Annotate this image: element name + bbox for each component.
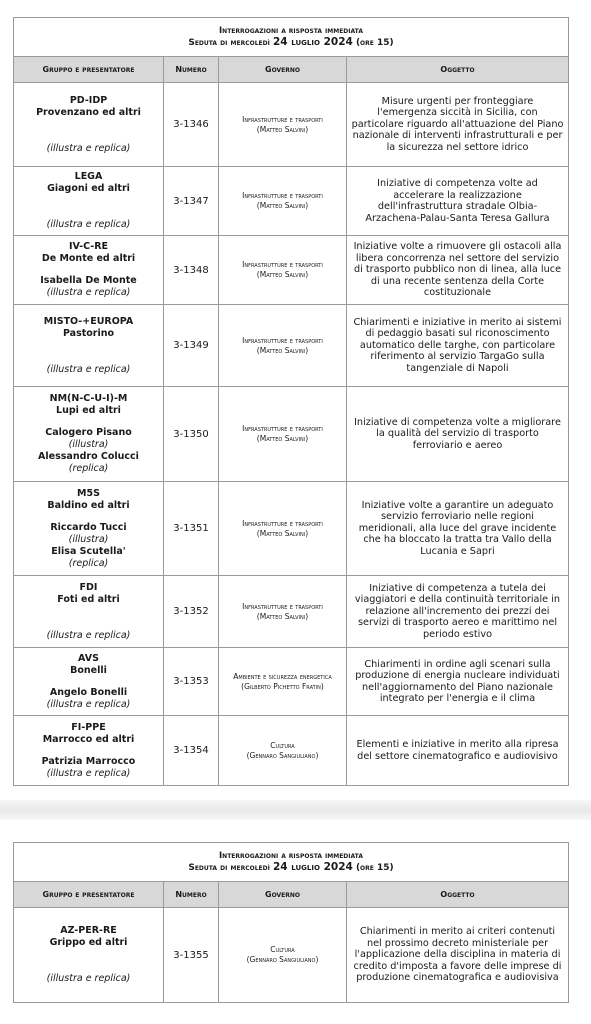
speaker-name: Elisa Scutella' <box>51 545 126 557</box>
presenter-name: Bonelli <box>70 664 107 676</box>
role-note: (illustra e replica) <box>46 629 131 641</box>
spacer <box>17 746 160 756</box>
table-row <box>14 576 569 648</box>
minister-name: (Gennaro Sangiuliano) <box>246 955 319 964</box>
ministry-name: Cultura <box>270 945 295 954</box>
role-note: (illustra e replica) <box>46 219 131 230</box>
presenter-name: Marrocco ed altri <box>42 733 135 745</box>
minister-name: (Matteo Salvini) <box>256 345 309 355</box>
group-presenter-cell <box>14 305 164 387</box>
group-presenter-cell <box>14 576 164 648</box>
group-name: IV-C-RE <box>68 241 109 252</box>
title-line-2: Seduta di mercoledì 24 luglio 2024 (ore 15) <box>188 860 394 873</box>
table-row <box>14 305 569 387</box>
page-separator <box>0 800 591 820</box>
column-header-subject: Oggetto <box>347 882 569 908</box>
presenter-name: Baldino ed altri <box>47 499 130 511</box>
question-number: 3-1347 <box>164 167 219 236</box>
role-note: (illustra e replica) <box>46 698 131 710</box>
role-note: (illustra e replica) <box>46 973 131 984</box>
ministry-name: Infrastrutture e trasporti <box>242 601 323 611</box>
spacer <box>17 265 160 275</box>
presenter-name: De Monte ed altri <box>41 253 136 264</box>
subject-text: Iniziative volte a garantire un adeguato servizio ferroviario nelle regioni meridionali, alla luce del grave incidente che ha bloccato la tratta tra Vallo della Lucania e Sapri <box>347 482 569 576</box>
speaker-role: (illustra) <box>68 533 109 545</box>
group-presenter-cell <box>14 716 164 786</box>
group-name: AVS <box>78 652 99 664</box>
ministry-name: Infrastrutture e trasporti <box>242 335 323 345</box>
table-title <box>14 18 569 57</box>
ministry-name: Infrastrutture e trasporti <box>242 114 323 124</box>
group-name: M5S <box>77 487 100 499</box>
subject-text: Iniziative di competenza volte ad accelerare la realizzazione dell'infrastruttura stradale Olbia-Arzachena-Palau-Santa Teresa Gallura <box>347 167 569 236</box>
title-line-1: Interrogazioni a risposta immediata <box>219 850 363 861</box>
presenter-name: Foti ed altri <box>57 593 120 605</box>
table-row <box>14 167 569 236</box>
questions-table-1 <box>13 17 569 786</box>
question-number: 3-1346 <box>164 83 219 167</box>
column-header-number: Numero <box>164 882 219 908</box>
question-number: 3-1353 <box>164 648 219 716</box>
minister-name: (Matteo Salvini) <box>256 434 309 443</box>
column-header-group: Gruppo e presentatore <box>14 57 164 83</box>
table-row <box>14 236 569 305</box>
government-cell <box>219 908 347 1003</box>
title-line-1: Interrogazioni a risposta immediata <box>219 25 363 36</box>
table-title <box>14 843 569 882</box>
spacer <box>17 606 160 630</box>
government-cell <box>219 83 347 167</box>
minister-name: (Matteo Salvini) <box>256 611 309 621</box>
role-note: (illustra e replica) <box>46 363 131 375</box>
ministry-name: Infrastrutture e trasporti <box>242 424 323 433</box>
government-cell <box>219 576 347 648</box>
speaker-name: Angelo Bonelli <box>49 686 128 698</box>
ministry-name: Ambiente e sicurezza energetica <box>233 671 332 681</box>
government-cell <box>219 716 347 786</box>
question-number: 3-1350 <box>164 387 219 482</box>
speaker-name: Calogero Pisano <box>45 427 132 438</box>
group-presenter-cell <box>14 482 164 576</box>
presenter-name: Giagoni ed altri <box>47 183 130 194</box>
subject-text: Iniziative volte a rimuovere gli ostacoli alla libera concorrenza nel settore del servizio di trasporto pubblico non di linea, alla luce di una recente sentenza della Corte costituzionale <box>347 236 569 305</box>
minister-name: (Matteo Salvini) <box>256 124 309 134</box>
spacer <box>17 195 160 219</box>
group-presenter-cell <box>14 908 164 1003</box>
presenter-name: Provenzano ed altri <box>36 106 141 118</box>
column-header-government: Governo <box>219 882 347 908</box>
speaker-name: Patrizia Marrocco <box>41 755 136 767</box>
government-cell <box>219 167 347 236</box>
group-presenter-cell <box>14 83 164 167</box>
government-cell <box>219 236 347 305</box>
ministry-name: Cultura <box>270 740 295 750</box>
minister-name: (Gennaro Sangiuliano) <box>246 750 319 760</box>
question-number: 3-1352 <box>164 576 219 648</box>
group-presenter-cell <box>14 236 164 305</box>
question-number: 3-1355 <box>164 908 219 1003</box>
group-name: AZ-PER-RE <box>60 925 117 936</box>
group-presenter-cell <box>14 387 164 482</box>
subject-text: Misure urgenti per fronteggiare l'emergenza siccità in Sicilia, con particolare riguardo all'attuazione del Piano nazionale di interventi infrastrutturali e per la sicurezza nel settore idrico <box>347 83 569 167</box>
title-line-2: Seduta di mercoledì 24 luglio 2024 (ore 15) <box>188 35 394 48</box>
speaker-name: Alessandro Colucci <box>38 451 139 462</box>
presenter-name: Pastorino <box>62 327 115 339</box>
subject-text: Elementi e iniziative in merito alla ripresa del settore cinematografico e audiovisivo <box>347 716 569 786</box>
group-name: MISTO-+EUROPA <box>43 315 134 327</box>
speaker-name: Isabella De Monte <box>40 275 137 286</box>
column-header-government: Governo <box>219 57 347 83</box>
government-cell <box>219 482 347 576</box>
minister-name: (Matteo Salvini) <box>256 528 309 538</box>
subject-text: Chiarimenti in ordine agli scenari sulla produzione di energia nucleare individuati nell'aggiornamento del Piano nazionale integrato per l'energia e il clima <box>347 648 569 716</box>
table-row <box>14 648 569 716</box>
table-row <box>14 716 569 786</box>
group-name: FI-PPE <box>71 721 106 733</box>
table-row <box>14 482 569 576</box>
speaker-role: (illustra) <box>68 439 109 450</box>
spacer <box>17 119 160 143</box>
subject-text: Chiarimenti e iniziative in merito ai sistemi di pedaggio basati sul riconoscimento automatico delle targhe, con particolare riferimento al servizio TargaGo sulla tangenziale di Napoli <box>347 305 569 387</box>
role-note: (illustra e replica) <box>46 142 131 154</box>
table-row <box>14 387 569 482</box>
ministry-name: Infrastrutture e trasporti <box>242 518 323 528</box>
column-header-number: Numero <box>164 57 219 83</box>
questions-table-2 <box>13 842 569 1003</box>
spacer <box>17 512 160 522</box>
minister-name: (Gilberto Pichetto Fratin) <box>241 681 324 691</box>
question-number: 3-1354 <box>164 716 219 786</box>
table-row <box>14 908 569 1003</box>
subject-text: Chiarimenti in merito ai criteri contenuti nel prossimo decreto ministeriale per l'applicazione della disciplina in materia di credito d'imposta a favore delle imprese di produzione cinematografica e audiovisiva <box>347 908 569 1003</box>
government-cell <box>219 387 347 482</box>
subject-text: Iniziative di competenza a tutela dei viaggiatori e della continuità territoriale in relazione all'incremento dei prezzi dei servizi di trasporto aereo e marittimo nel periodo estivo <box>347 576 569 648</box>
question-number: 3-1349 <box>164 305 219 387</box>
ministry-name: Infrastrutture e trasporti <box>242 260 323 269</box>
column-header-group: Gruppo e presentatore <box>14 882 164 908</box>
minister-name: (Matteo Salvini) <box>256 201 309 210</box>
table-row <box>14 83 569 167</box>
subject-text: Iniziative di competenza volte a migliorare la qualità del servizio di trasporto ferroviario e aereo <box>347 387 569 482</box>
role-note: (illustra e replica) <box>46 287 131 298</box>
group-name: PD-IDP <box>69 94 108 106</box>
role-note: (illustra e replica) <box>46 767 131 779</box>
group-name: NM(N-C-U-I)-M <box>49 393 128 404</box>
speaker-role: (replica) <box>68 463 109 474</box>
government-cell <box>219 305 347 387</box>
question-number: 3-1348 <box>164 236 219 305</box>
group-name: FDI <box>79 581 98 593</box>
column-header-subject: Oggetto <box>347 57 569 83</box>
speaker-role: (replica) <box>68 557 109 569</box>
ministry-name: Infrastrutture e trasporti <box>242 191 323 200</box>
group-name: LEGA <box>74 171 103 182</box>
spacer <box>17 340 160 364</box>
government-cell <box>219 648 347 716</box>
presenter-name: Lupi ed altri <box>56 405 121 416</box>
question-number: 3-1351 <box>164 482 219 576</box>
spacer <box>17 417 160 427</box>
spacer <box>17 677 160 687</box>
spacer <box>17 949 160 973</box>
group-presenter-cell <box>14 648 164 716</box>
minister-name: (Matteo Salvini) <box>256 270 309 279</box>
speaker-name: Riccardo Tucci <box>50 521 127 533</box>
presenter-name: Grippo ed altri <box>49 937 128 948</box>
group-presenter-cell <box>14 167 164 236</box>
